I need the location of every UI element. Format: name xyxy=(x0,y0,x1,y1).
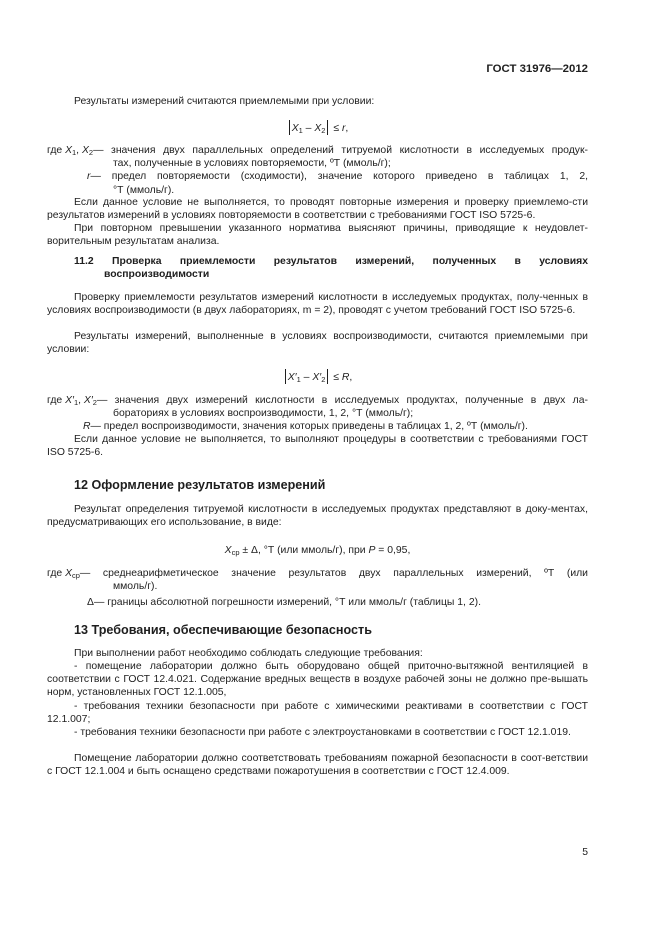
safety-item-ventilation: - помещение лаборатории должно быть оборудовано общей приточно-вытяжной вентиляцией в соответствии с ГОСТ 12.4.021. Содержание вредных веществ в воздухе рабочей зоны не должно пре-вышать норм, установленных ГОСТ 12.1.005, xyxy=(47,661,588,699)
acceptance-intro: Результаты измерений считаются приемлемыми при условии: xyxy=(74,96,375,107)
repeatability-formula: $X_1 - X_2 \le r$, xyxy=(47,120,588,135)
page-number: 5 xyxy=(582,847,588,858)
section-11-2-heading: 11.2 Проверка приемлемости результатов измерений, полученных в условиях воспроизводимости xyxy=(74,256,588,281)
repeatability-paragraph-2: При повторном превышении указанного норматива выясняют причины, приводящие к неудовлет-ворительным результатам анализа. xyxy=(47,223,588,248)
reproducibility-paragraph-1: Проверку приемлемости результатов измерений кислотности в исследуемых продуктах, полу-ченных в условиях воспроизводимости (в двух лабораториях, m = 2), проводят с учетом требований ГОСТ ISO 5725-6. xyxy=(47,292,588,317)
safety-item-chemicals: - требования техники безопасности при работе с химическими реактивами в соответствии с ГОСТ 12.1.007; xyxy=(47,701,588,726)
fire-safety-paragraph: Помещение лаборатории должно соответствовать требованиям пожарной безопасности в соот-ветствии с ГОСТ 12.1.004 и быть оснащено средствами пожаротушения в соответствии с ГОСТ 12.4.009. xyxy=(47,753,588,778)
safety-item-electrical: - требования техники безопасности при работе с электроустановками в соответствии с ГОСТ 12.1.019. xyxy=(74,727,571,738)
repeatability-definitions xyxy=(47,144,588,197)
repeatability-paragraph-1: Если данное условие не выполняется, то проводят повторные измерения и проверку приемлемо-сти результатов измерений в условиях повторяемости в соответствии с требованиями ГОСТ ISO 5725-6. xyxy=(47,197,588,222)
reproducibility-formula: $X'_1 - X'_2 \le R$, xyxy=(47,369,588,384)
definition-xcp: где $X_{ср}$ — среднеарифметическое значение результатов двух параллельных измерений, ºТ (или xyxy=(47,568,588,580)
definition-xcp-cont: ммоль/г). xyxy=(113,581,158,593)
definition-r: r — предел повторяемости (сходимости), значение которого приведено в таблицах 1, 2, xyxy=(87,171,588,183)
definition-delta: Δ — границы абсолютной погрешности измерений, °Т или ммоль/г (таблицы 1, 2). xyxy=(87,597,481,609)
definition-x1-x2-cont: тах, полученные в условиях повторяемости, ºТ (ммоль/г); xyxy=(113,158,391,170)
result-formula: $X_{ср} \pm \Delta$, °Т (или ммоль/г), при P = 0,95, xyxy=(224,545,411,557)
safety-intro: При выполнении работ необходимо соблюдать следующие требования: xyxy=(74,648,423,659)
document-header: ГОСТ 31976—2012 xyxy=(486,63,588,75)
section-12-heading: 12 Оформление результатов измерений xyxy=(74,478,326,492)
reproducibility-definitions xyxy=(47,394,588,434)
definition-R: R — предел воспроизводимости, значения которых приведены в таблицах 1, 2, ºТ (ммоль/г). xyxy=(83,421,528,433)
section-13-heading: 13 Требования, обеспечивающие безопасность xyxy=(74,623,372,637)
reproducibility-paragraph-2: Результаты измерений, выполненные в условиях воспроизводимости, считаются приемлемыми при условии: xyxy=(47,331,588,356)
definition-r-cont: °Т (ммоль/г). xyxy=(113,184,175,196)
results-paragraph: Результат определения титруемой кислотности в исследуемых продуктах представляют в доку-ментах, предусматривающих его использование, в виде: xyxy=(47,504,588,529)
reproducibility-paragraph-3: Если данное условие не выполняется, то выполняют процедуры в соответствии с требованиями ГОСТ ISO 5725-6. xyxy=(47,434,588,459)
definition-x1-x2: где $X_1$, $X_2$ — значения двух параллельных определений титруемой кислотности в исследуемых продук- xyxy=(47,145,588,157)
result-definitions xyxy=(47,567,588,610)
definition-x1p-x2p: где $X'_1$, $X'_2$ — значения двух измерений кислотности в исследуемых продуктах, полученные в двух ла- xyxy=(47,395,588,407)
definition-x1p-x2p-cont: бораториях в условиях воспроизводимости, 1, 2, °Т (ммоль/г); xyxy=(113,408,414,420)
